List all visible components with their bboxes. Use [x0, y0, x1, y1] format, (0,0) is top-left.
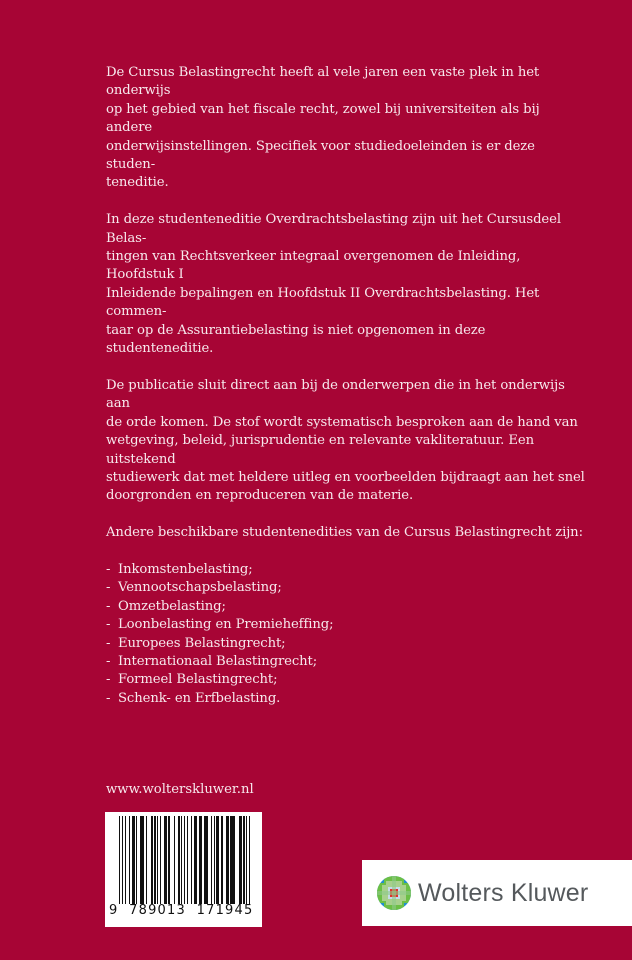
- barcode-digits: 9 789013 171945: [109, 903, 254, 918]
- list-item: [106, 635, 586, 653]
- text-line: de orde komen. De stof wordt systematisch besproken aan de hand van: [106, 414, 578, 430]
- list-dash: -: [106, 653, 111, 669]
- text-line: studiewerk dat met heldere uitleg en voorbeelden bijdraagt aan het snel: [106, 469, 585, 485]
- list-item: [106, 671, 586, 689]
- list-item-label: Internationaal Belastingrecht;: [118, 653, 318, 669]
- list-dash: -: [106, 580, 111, 596]
- list-dash: -: [106, 672, 111, 688]
- list-item-label: Vennootschapsbelasting;: [118, 580, 282, 596]
- barcode-bars: [119, 816, 251, 904]
- list-item-label: Omzetbelasting;: [118, 598, 226, 614]
- paragraph-publication: [106, 377, 586, 506]
- list-item: [106, 653, 586, 671]
- list-item: [106, 690, 586, 708]
- text-line: teneditie.: [106, 175, 169, 191]
- text-line: taar op de Assurantiebelasting is niet opgenomen in deze studenteneditie.: [106, 322, 486, 357]
- other-editions-list: [106, 561, 586, 708]
- publisher-website: www.wolterskluwer.nl: [106, 782, 254, 797]
- text-line: De publicatie sluit direct aan bij de onderwerpen die in het onderwijs aan: [106, 377, 565, 412]
- text-line: Andere beschikbare studentenedities van de Cursus Belastingrecht zijn:: [106, 525, 583, 541]
- list-item-label: Schenk- en Erfbelasting.: [118, 690, 281, 706]
- isbn-barcode: [105, 812, 262, 927]
- text-line: wetgeving, beleid, jurisprudentie en relevante vakliteratuur. Een uitstekend: [106, 433, 534, 467]
- paragraph-intro: [106, 64, 586, 193]
- text-line: op het gebied van het fiscale recht, zowel bij universiteiten als bij andere: [106, 101, 540, 136]
- list-dash: -: [106, 617, 111, 633]
- paragraph-content: [106, 211, 586, 358]
- list-item: [106, 561, 586, 579]
- list-dash: -: [106, 690, 111, 706]
- list-dash: -: [106, 561, 111, 577]
- wolters-kluwer-globe-icon: [376, 875, 412, 911]
- cover-description: [106, 64, 586, 708]
- text-line: De Cursus Belastingrecht heeft al vele jaren een vaste plek in het onderwijs: [106, 65, 540, 99]
- list-item: [106, 579, 586, 597]
- publisher-logo: [362, 860, 632, 926]
- list-item: [106, 598, 586, 616]
- list-dash: -: [106, 635, 111, 651]
- list-dash: -: [106, 598, 111, 614]
- text-line: Inleidende bepalingen en Hoofdstuk II Overdrachtsbelasting. Het commen-: [106, 285, 540, 320]
- list-item-label: Inkomstenbelasting;: [118, 561, 253, 577]
- publisher-name: Wolters Kluwer: [418, 878, 589, 907]
- list-item-label: Europees Belastingrecht;: [118, 635, 286, 651]
- list-item-label: Formeel Belastingrecht;: [118, 672, 278, 688]
- text-line: tingen van Rechtsverkeer integraal overgenomen de Inleiding, Hoofdstuk I: [106, 249, 521, 283]
- text-line: In deze studenteneditie Overdrachtsbelasting zijn uit het Cursusdeel Belas-: [106, 212, 561, 246]
- text-line: onderwijsinstellingen. Specifiek voor studiedoeleinden is er deze studen-: [106, 138, 535, 173]
- list-item-label: Loonbelasting en Premieheffing;: [118, 617, 334, 633]
- paragraph-other-editions-intro: [106, 524, 586, 542]
- text-line: doorgronden en reproduceren van de materie.: [106, 488, 414, 504]
- list-item: [106, 616, 586, 634]
